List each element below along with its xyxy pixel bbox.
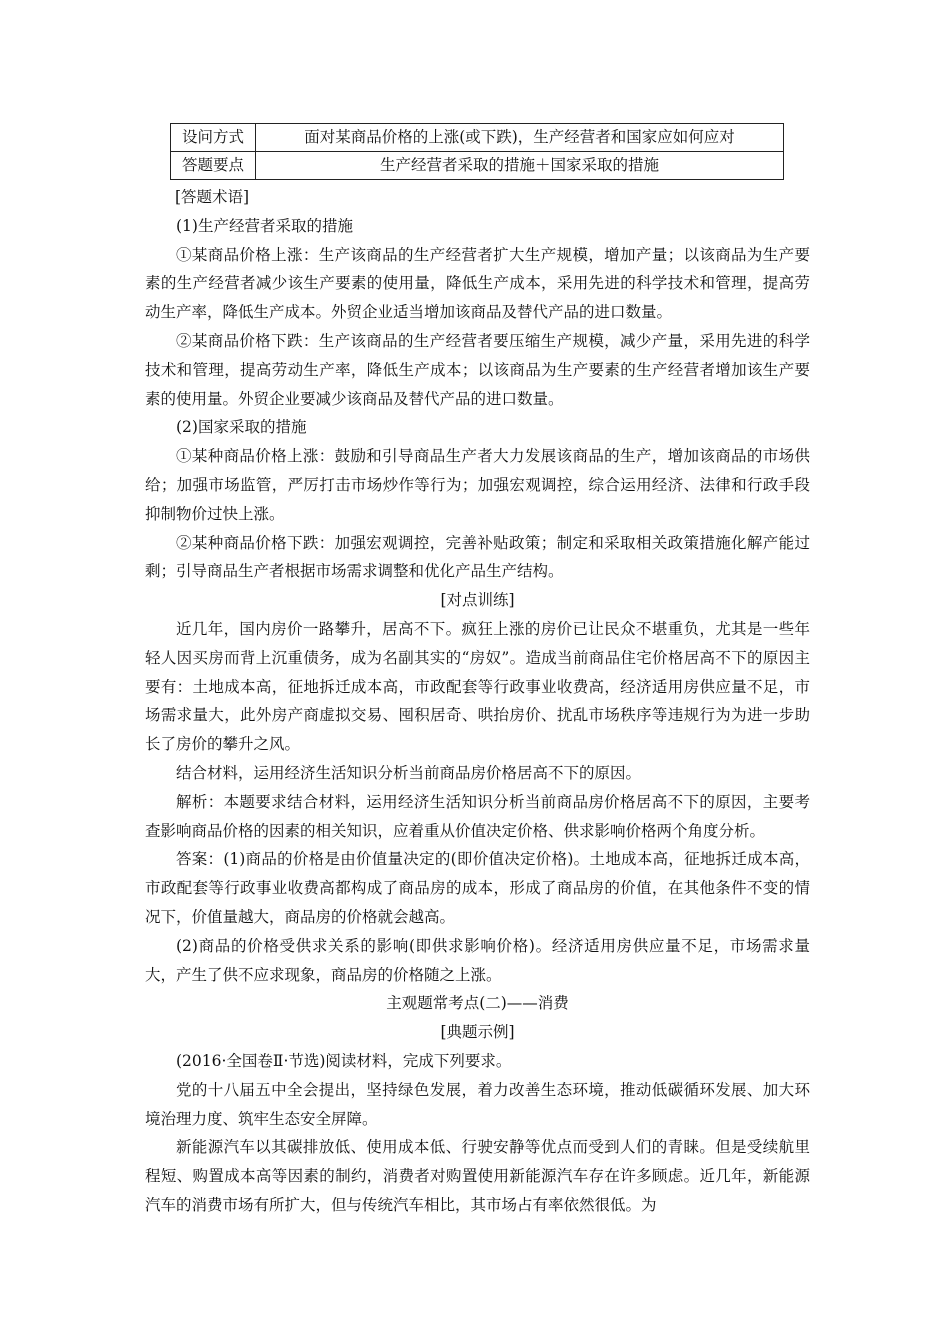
subheading-state: (2)国家采取的措施 — [176, 418, 307, 437]
paragraph: 近几年，国内房价一路攀升，居高不下。疯狂上涨的房价已让民众不堪重负，尤其是一些年轻人因买房而背上沉重债务，成为名副其实的“房奴”。造成当前商品住宅价格居高不下的原因主要有：土地成本高，征地拆迁成本高，市政配套等行政事业收费高，经济适用房供应量不足，市场需求量大，此外房产商虚拟交易、囤积居奇、哄抬房价、扰乱市场秩序等违规行为为进一步助长了房价的攀升之风。 — [145, 619, 810, 754]
answer-text: (2)商品的价格受供求关系的影响(即供求影响价格)。经济适用房供应量不足，市场需求量大，产生了供不应求现象，商品房的价格随之上涨。 — [145, 936, 810, 984]
paragraph: 党的十八届五中全会提出，坚持绿色发展，着力改善生态环境，推动低碳循环发展、加大环境治理力度、筑牢生态安全屏障。 — [145, 1080, 810, 1128]
paragraph: 新能源汽车以其碳排放低、使用成本低、行驶安静等优点而受到人们的青睐。但是受续航里程短、购置成本高等因素的制约，消费者对购置使用新能源汽车存在许多顾虑。近几年，新能源汽车的消费市场有所扩大，但与传统汽车相比，其市场占有率依然很低。为 — [145, 1138, 810, 1214]
answer-text: 答案：(1)商品的价格是由价值量决定的(即价值决定价格)。土地成本高，征地拆迁成本高，市政配套等行政事业收费高都构成了商品房的成本，形成了商品房的价值，在其他条件不变的情况下，价值量越大，商品房的价格就会越高。 — [145, 850, 810, 926]
question-text: 结合材料，运用经济生活知识分析当前商品房价格居高不下的原因。 — [176, 763, 642, 782]
table-key: 设问方式 — [171, 124, 256, 152]
table-key: 答题要点 — [171, 152, 256, 180]
section-heading-practice: [对点训练] — [440, 591, 515, 610]
paragraph: ②某商品价格下跌：生产该商品的生产经营者要压缩生产规模，减少产量，采用先进的科学技术和管理，提高劳动生产率，降低生产成本；以该商品为生产要素的生产经营者增加该生产要素的使用量。外贸企业要减少该商品及替代产品的进口数量。 — [145, 331, 810, 408]
table-value: 生产经营者采取的措施＋国家采取的措施 — [256, 152, 784, 180]
subheading-producers: (1)生产经营者采取的措施 — [176, 216, 353, 235]
section-heading-example: [典题示例] — [440, 1023, 515, 1042]
paragraph: ①某种商品价格上涨：鼓励和引导商品生产者大力发展该商品的生产，增加该商品的市场供给；加强市场监管，严厉打击市场炒作等行为；加强宏观调控，综合运用经济、法律和行政手段抑制物价过快上涨。 — [145, 447, 810, 523]
document-body — [145, 183, 810, 1220]
section-title-consumption: 主观题常考点(二)——消费 — [386, 994, 569, 1013]
paragraph: ①某商品价格上涨：生产该商品的生产经营者扩大生产规模，增加产量；以该商品为生产要素的生产经营者减少该生产要素的使用量，降低生产成本，采用先进的科学技术和管理，提高劳动生产率，降低生产成本。外贸企业适当增加该商品及替代产品的进口数量。 — [145, 245, 810, 322]
table-row — [171, 152, 784, 180]
paragraph: ②某种商品价格下跌：加强宏观调控，完善补贴政策；制定和采取相关政策措施化解产能过剩；引导商品生产者根据市场需求调整和优化产品生产结构。 — [145, 533, 810, 581]
table-value: 面对某商品价格的上涨(或下跌)，生产经营者和国家应如何应对 — [256, 124, 784, 152]
question-source: (2016·全国卷Ⅱ·节选)阅读材料，完成下列要求。 — [176, 1051, 512, 1070]
analysis-text: 解析：本题要求结合材料，运用经济生活知识分析当前商品房价格居高不下的原因，主要考查影响商品价格的因素的相关知识，应着重从价值决定价格、供求影响价格两个角度分析。 — [145, 792, 810, 840]
table-row — [171, 124, 784, 152]
section-heading-answer-terms: [答题术语] — [175, 188, 250, 206]
question-format-table — [170, 123, 784, 180]
